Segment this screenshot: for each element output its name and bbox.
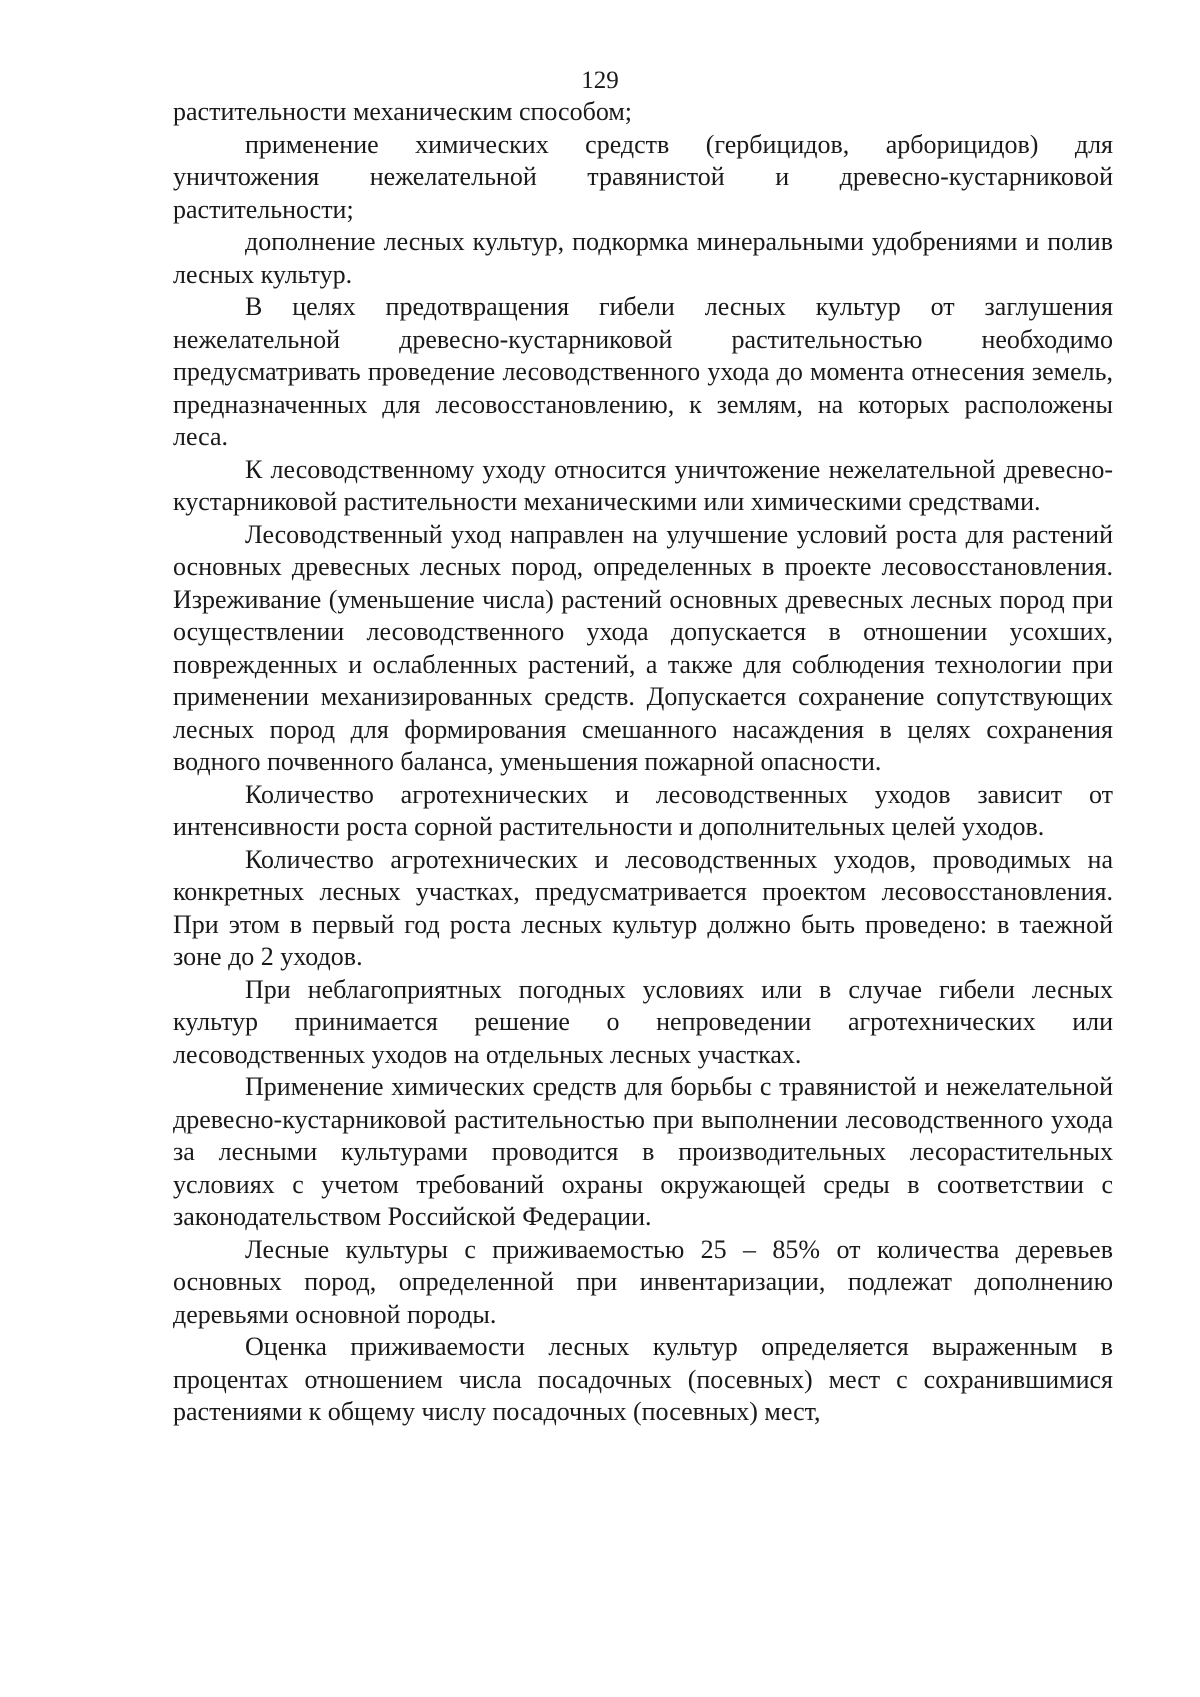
- page-number: 129: [581, 67, 619, 94]
- paragraph: Лесные культуры с приживаемостью 25 – 85% от количества деревьев основных пород, определенной при инвентаризации, подлежат дополнению деревьями основной породы.: [173, 1234, 1113, 1329]
- paragraph: применение химических средств (гербицидов, арборицидов) для уничтожения нежелательной травянистой и древесно-кустарниковой растительности;: [173, 129, 1113, 224]
- document-body: [173, 96, 1113, 1429]
- paragraph: К лесоводственному уходу относится уничтожение нежелательной древесно-кустарниковой растительности механическими или химическими средствами.: [173, 454, 1113, 516]
- paragraph: Применение химических средств для борьбы с травянистой и нежелательной древесно-кустарниковой растительностью при выполнении лесоводственного ухода за лесными культурами проводится в производительных лесорастительных условиях с учетом требований охраны окружающей среды в соответствии с законодательством Российской Федерации.: [173, 1072, 1113, 1231]
- paragraph: Количество агротехнических и лесоводственных уходов, проводимых на конкретных лесных участках, предусматривается проектом лесовосстановления. При этом в первый год роста лесных культур должно быть проведено: в таежной зоне до 2 уходов.: [173, 844, 1113, 971]
- paragraph: Лесоводственный уход направлен на улучшение условий роста для растений основных древесных лесных пород, определенных в проекте лесовосстановления. Изреживание (уменьшение числа) растений основных древесных лесных пород при осуществлении лесоводственного ухода допускается в отношении усохших, поврежденных и ослабленных растений, а также для соблюдения технологии при применении механизированных средств. Допускается сохранение сопутствующих лесных пород для формирования смешанного насаждения в целях сохранения водного почвенного баланса, уменьшения пожарной опасности.: [173, 519, 1113, 776]
- paragraph: дополнение лесных культур, подкормка минеральными удобрениями и полив лесных культур.: [173, 227, 1113, 289]
- paragraph: растительности механическим способом;: [173, 97, 632, 126]
- paragraph: При неблагоприятных погодных условиях или в случае гибели лесных культур принимается решение о непроведении агротехнических или лесоводственных уходов на отдельных лесных участках.: [173, 974, 1113, 1069]
- paragraph: Количество агротехнических и лесоводственных уходов зависит от интенсивности роста сорной растительности и дополнительных целей уходов.: [173, 779, 1113, 841]
- paragraph: Оценка приживаемости лесных культур определяется выраженным в процентах отношением числа посадочных (посевных) мест с сохранившимися растениями к общему числу посадочных (посевных) мест,: [173, 1332, 1113, 1426]
- paragraph: В целях предотвращения гибели лесных культур от заглушения нежелательной древесно-кустарниковой растительностью необходимо предусматривать проведение лесоводственного ухода до момента отнесения земель, предназначенных для лесовосстановлению, к землям, на которых расположены леса.: [173, 292, 1113, 451]
